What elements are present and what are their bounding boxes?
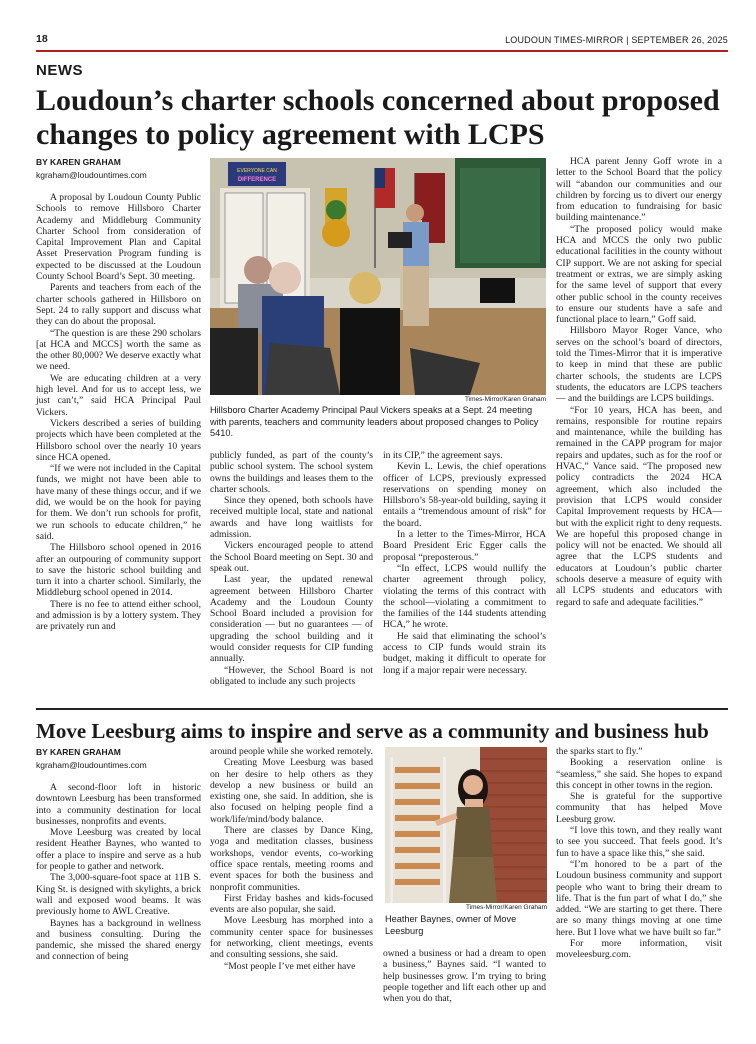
article1-photo-credit: Times-Mirror/Karen Graham [464, 396, 546, 403]
paragraph: He said that eliminating the school’s access to CIP funds would strain its budget, making it difficult to operate for long if a major repair were necessary. [383, 630, 546, 676]
paragraph: “For 10 years, HCA has been, and remains, responsible for routine repairs and maintenance, while the building has remained in the CAPP program for major repairs and updates, such as for the roof or HVAC,” Vance said. “The proposed new policy contradicts the 2024 HCA agreement, which also included the provision that LCPS would consider Capital Improvement requests by HCA—but with the explicit right to deny requests. We are hopeful this proposed change in policy will not be enacted. We should all agree that the LCPS students and educators at Loudoun’s public charter schools deserve a measure of equity with all LCPS students and educators with regard to safe and adequate facilities.” [556, 404, 722, 608]
paragraph: There are classes by Dance King, yoga and meditation classes, business workshops, vendor events, co-working office space rentals, meeting rooms and event spaces for both the business and nonprofit communities. [210, 825, 373, 893]
paragraph: HCA parent Jenny Goff wrote in a letter to the School Board that the policy will “abandon our communities and our children by forcing us to divert our energy from education to fundraising for basic building maintenance.” [556, 156, 722, 224]
paragraph: publicly funded, as part of the county’s public school system. The school system owns the buildings and leases them to the charter schools. [210, 450, 373, 495]
article-divider [36, 708, 728, 710]
article2-photo-caption: Heather Baynes, owner of Move Leesburg [385, 914, 517, 936]
article1-col1 [36, 192, 201, 633]
section-label: NEWS [36, 62, 83, 79]
paragraph: Vickers described a series of building projects which have been completed at the Hillsboro school over the nearly 10 years since HCA opened. [36, 417, 201, 463]
paragraph: Hillsboro Mayor Roger Vance, who serves on the school’s board of directors, told the Times-Mirror that it is imperative to keep in mind that these are public charter schools, the students are LCPS students, the educators are LCPS teachers — and the buildings are LCPS buildings. [556, 325, 722, 405]
paragraph: Since they opened, both schools have received multiple local, state and national awards and have long waitlists for admission. [210, 495, 373, 541]
banner-text-bottom: DIFFERENCE [237, 177, 277, 183]
article2-col2 [210, 746, 373, 972]
article2-photo-credit: Times-Mirror/Karen Graham [465, 904, 547, 911]
paragraph: First Friday bashes and kids-focused events are also popular, she said. [210, 892, 373, 916]
article1-headline: Loudoun’s charter schools concerned about proposed changes to policy agreement with LCPS [36, 84, 720, 151]
article1-photo [210, 158, 546, 395]
article1-col4 [556, 156, 722, 608]
article2-col1 [36, 782, 201, 963]
paragraph: She is grateful for the supportive community that has helped Move Leesburg grow. [556, 791, 722, 825]
paragraph: Baynes has a background in wellness and business consulting. During the pandemic, she missed the shared energy and connection of being [36, 917, 201, 963]
paragraph: We are educating children at a very high level. And for us to accept less, we just can’t,” said HCA Principal Paul Vickers. [36, 372, 201, 418]
article2-headline: Move Leesburg aims to inspire and serve as a community and business hub [36, 719, 709, 743]
header-rule [36, 50, 728, 52]
paragraph: Move Leesburg has morphed into a community center space for businesses for networking, client meetings, events and consulting sessions, she said. [210, 915, 373, 961]
article2-col3 [383, 948, 546, 1004]
banner-text-top: EVERYONE CAN [237, 168, 277, 174]
article2-byline: BY KAREN GRAHAM [36, 747, 121, 757]
paragraph: The Hillsboro school opened in 2016 after an outpouring of community support to save the historic school building and turn it into a charter school. Similarly, the Middleburg school opened in 2014. [36, 542, 201, 599]
article1-col2 [210, 450, 373, 687]
paragraph: Kevin L. Lewis, the chief operations officer of LCPS, previously expressed reservations on spending money on Hillsboro’s 58-year-old building, saying it entails a “tremendous amount of risk” for the board. [383, 461, 546, 529]
paragraph: A second-floor loft in historic downtown Leesburg has been transformed into a community destination for local businesses, nonprofits and events. [36, 782, 201, 827]
article2-photo [385, 747, 547, 903]
paragraph: “In effect, LCPS would nullify the charter agreement through policy, violating the terms of this contract with the school—violating a commitment to the families of the 144 students attending HCA,” he wrote. [383, 562, 546, 631]
paragraph: A proposal by Loudoun County Public Schools to remove Hillsboro Charter Academy and Middleburg Community Charter School from consideration of Capital Improvement Plan and Capital Asset Preservation Program funding is expected to be discussed at the Loudoun County School Board’s Sept. 30 meeting. [36, 192, 201, 283]
article1-email: kgraham@loudountimes.com [36, 170, 147, 180]
paragraph: around people while she worked remotely. [210, 746, 373, 757]
paragraph: “The question is are these 290 scholars [at HCA and MCCS] worth the same as the other 80,000? We deserve exactly what we need. [36, 327, 201, 373]
paragraph: Creating Move Leesburg was based on her desire to help others as they develop a new business or build an existing one, she said. In addition, she is also focused on helping people find a work/life/mind/body balance. [210, 757, 373, 825]
article2-col4 [556, 746, 722, 961]
paragraph: For more information, visit moveleesburg.com. [556, 938, 722, 961]
article1-photo-caption: Hillsboro Charter Academy Principal Paul Vickers speaks at a Sept. 24 meeting with parents, teachers and community leaders about proposed changes to Policy 5410. [210, 405, 539, 438]
paragraph: Booking a reservation online is “seamless,” she said. She hopes to expand this concept in other towns in the region. [556, 757, 722, 791]
paragraph: There is no fee to attend either school, and admission is by a lottery system. They are privately run and [36, 598, 201, 633]
paragraph: the sparks start to fly.” [556, 746, 643, 757]
article2-email: kgraham@loudountimes.com [36, 760, 147, 770]
paragraph: Parents and teachers from each of the charter schools gathered in Hillsboro on Sept. 24 to rally support and discuss what they can do about the proposal. [36, 282, 201, 328]
paragraph: Vickers encouraged people to attend the School Board meeting on Sept. 30 and speak out. [210, 540, 373, 574]
paragraph: “Most people I’ve met either have [224, 960, 356, 972]
paragraph: The 3,000-square-foot space at 11B S. King St. is designed with skylights, a brick wall and exposed wood beams. It was previously home to AWL Creative. [36, 872, 201, 918]
article1-byline: BY KAREN GRAHAM [36, 157, 121, 167]
paragraph: “However, the School Board is not obligated to include any such projects [210, 664, 373, 687]
paragraph: In a letter to the Times-Mirror, HCA Board President Eric Egger calls the proposal “preposterous.” [383, 529, 546, 563]
page-number: 18 [36, 33, 48, 45]
paragraph: “I’m honored to be a part of the Loudoun business community and support people who want to bring their dream to life. That is the fun part of what I do,” she added. “We are starting to get there. There are so many things moving at one time here. But I love what we have built so far.” [556, 858, 722, 938]
paragraph: in its CIP,” the agreement says. [383, 450, 503, 461]
paragraph: owned a business or had a dream to open a business,” Baynes said. “I wanted to help businesses grow. I’m trying to bring people together and lift each other up and when you do that, [383, 948, 546, 1005]
paragraph: “The proposed policy would make HCA and MCCS the only two public educational facilities in the county without CIP support. We are not asking for special treatment or extras, we are simply asking for the same level of support that every other public school in the county receives to ensure our students have a safe and functional place to learn,” Goff said. [556, 223, 722, 326]
paragraph: Last year, the updated renewal agreement between Hillsboro Charter Academy and the Loudoun County School Board included a provision for consideration — but no guarantees — of upgrading the school building and it would consider requests for CIP funding annually. [210, 574, 373, 665]
paragraph: Move Leesburg was created by local resident Heather Baynes, who wanted to offer a place to inspire and serve as a hub for people to gather and network. [36, 827, 201, 873]
paragraph: “I love this town, and they really want to see you succeed. That feels good. It’s fun to have a space like this,” she said. [556, 825, 722, 859]
paragraph: “If we were not included in the Capital funds, we might not have been able to have many of these things occur, and if we did, we would be on the hook for paying for them. We don’t run schools for profit, we run schools to educate children,” he said. [36, 463, 201, 542]
publication-dateline: LOUDOUN TIMES-MIRROR | SEPTEMBER 26, 2025 [505, 35, 728, 45]
article1-col3 [383, 450, 546, 676]
